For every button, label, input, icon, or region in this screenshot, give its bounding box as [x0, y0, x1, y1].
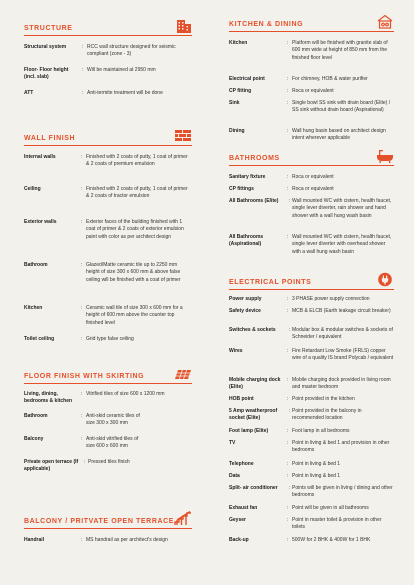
- section-title-balcony: BALCONY / PRITVATE OPEN TERRACE: [24, 518, 175, 525]
- spec-label: Kitchen: [229, 40, 248, 46]
- spec-label: Sanitary fixture: [229, 174, 266, 180]
- spec-value: Roca or equivalent: [292, 186, 334, 192]
- section-title-bathrooms: BATHROOMS: [229, 155, 280, 162]
- spec-value: Point will be given in all bathrooms: [292, 505, 369, 511]
- section-title-floor-finish: FLOOR FINISH WITH SKIRTING: [24, 373, 145, 380]
- spec-label: Electrical point: [229, 76, 265, 82]
- spec-value: Wall mounted WC with cistern, health faucet, single lever diverter with overhead shower with a wall hung wash basin: [292, 234, 392, 255]
- spec-value: Point in living & bed 1: [292, 461, 341, 467]
- section-title-electrical: ELECTRICAL POINTS: [229, 279, 312, 286]
- spec-value: Points will be given in living / dining and other bedrooms: [292, 485, 393, 499]
- kitchen-stove-icon: [376, 14, 394, 29]
- spec-value: Point in master toilet & provision in other toilets: [292, 517, 382, 531]
- spec-value: Anti-skid ceramic tiles of size 300 x 300 mm: [86, 413, 140, 427]
- spec-value: 3 PHASE power supply connection: [292, 296, 370, 302]
- spec-label: Sink: [229, 100, 240, 106]
- building-icon: [174, 18, 192, 33]
- spec-label: Foot lamp (Elite): [229, 428, 269, 434]
- spec-value: Anti-skid vitrified tiles of size 600 x 600 mm: [86, 436, 139, 450]
- spec-label: Ceiling: [24, 186, 41, 192]
- spec-value: Exterior faces of the building finished with 1 coat of primer & 2 coats of exterior emulsion paint with color as per architect design: [86, 219, 184, 240]
- section-header-structure: [24, 18, 192, 36]
- spec-label: Private open terrace (If applicable): [24, 459, 79, 473]
- spec-label: CP fitting: [229, 88, 252, 94]
- spec-label: Internal walls: [24, 154, 56, 160]
- spec-value: Roca or equivalent: [292, 88, 334, 94]
- spec-label: 5 Amp weatherproof socket (Elite): [229, 408, 278, 422]
- spec-label: Balcony: [24, 436, 44, 442]
- spec-value: Point provided in the balcony in recommended location: [292, 408, 362, 422]
- spec-value: Modular box & modular switches & sockets of Schneider / equivalent: [292, 327, 393, 341]
- brick-wall-icon: [174, 128, 192, 143]
- section-header-wall-finish: [24, 128, 192, 146]
- spec-value: MS handrail as per architect's design: [86, 537, 168, 543]
- spec-value: RCC wall structure designed for seismic compliant (zone - 3): [87, 44, 176, 58]
- spec-value: MCB & ELCB (Earth leakage circuit breaker): [292, 308, 391, 314]
- spec-label: HOB point: [229, 396, 254, 402]
- spec-value: Finished with 2 coats of putty, 1 coat of primer & 2 coats of tractor emulsion: [86, 186, 188, 200]
- spec-value: For chimney, HOB & water purifier: [292, 76, 368, 82]
- section-title-wall-finish: WALL FINISH: [24, 135, 76, 142]
- spec-label: Living, dining, bedrooms & kitchen: [24, 391, 73, 405]
- spec-label: Exterior walls: [24, 219, 57, 225]
- spec-label: Switches & sockets: [229, 327, 276, 333]
- spec-value: Point provided in the kitchen: [292, 396, 355, 402]
- spec-value: Will be maintained at 2950 mm: [87, 67, 156, 73]
- spec-value: 500W for 2 BHK & 400W for 1 BHK: [292, 537, 371, 543]
- spec-value: Glazed/Matte ceramic tile up to 2250 mm height of size 300 x 600 mm & above false ceiling will be finished with a coat of primer: [86, 262, 181, 283]
- spec-label: All Bathrooms (Aspirational): [229, 234, 264, 248]
- power-plug-icon: [376, 272, 394, 287]
- section-header-kitchen-dining: [229, 14, 394, 32]
- spec-label: Split- air conditioner: [229, 485, 278, 491]
- spec-label: Mobile charging dock (Elite): [229, 377, 281, 391]
- spec-label: Toilet ceiling: [24, 336, 55, 342]
- stairs-railing-icon: [174, 511, 192, 526]
- spec-value: Vitrified tiles of size 600 x 1200 mm: [86, 391, 165, 397]
- spec-label: TV: [229, 440, 236, 446]
- spec-value: Wall hung basin based on architect design intent wherever applicable: [292, 128, 386, 142]
- spec-label: Back-up: [229, 537, 249, 543]
- section-header-bathrooms: [229, 148, 394, 166]
- spec-label: Structural system: [24, 44, 67, 50]
- spec-label: Exhaust fan: [229, 505, 258, 511]
- spec-value: Single bowl SS sink with drain board (Elite) / SS sink without drain board (Aspirational): [292, 100, 391, 114]
- spec-label: Floor- Floor height (incl. slab): [24, 67, 69, 81]
- spec-label: Bathroom: [24, 262, 48, 268]
- spec-value: Foot lamp in all bedrooms: [292, 428, 350, 434]
- spec-label: CP fittings: [229, 186, 254, 192]
- section-title-structure: STRUCTURE: [24, 25, 73, 32]
- spec-value: Platform will be finished with granite slab of 600 mm wide at height of 850 mm from the finished floor level: [292, 40, 388, 61]
- spec-label: Wires: [229, 348, 243, 354]
- spec-value: Fire Retardant Low Smoke (FRLS) copper wire of a quality IS brand Polycab / equivalent: [292, 348, 394, 362]
- spec-value: Mobile charging dock provided in living room and master bedroom: [292, 377, 391, 391]
- floor-tiles-icon: [174, 366, 192, 381]
- spec-label: Data: [229, 473, 240, 479]
- spec-label: ATT: [24, 90, 34, 96]
- section-header-floor-finish: [24, 366, 192, 384]
- spec-label: Telephone: [229, 461, 254, 467]
- spec-value: Point in living & bed 1: [292, 473, 341, 479]
- section-title-kitchen-dining: KITCHEN & DINING: [229, 21, 304, 28]
- spec-label: Power supply: [229, 296, 262, 302]
- spec-label: All Bathrooms (Elite): [229, 198, 279, 204]
- spec-label: Bathroom: [24, 413, 48, 419]
- section-header-balcony: [24, 511, 192, 529]
- spec-label: Safety device: [229, 308, 261, 314]
- spec-label: Kitchen: [24, 305, 43, 311]
- section-header-electrical: [229, 272, 394, 290]
- spec-value: Finished with 2 coats of putty, 1 coat of primer & 2 coats of premium emulsion: [86, 154, 188, 168]
- spec-label: Geyser: [229, 517, 246, 523]
- spec-label: Handrail: [24, 537, 45, 543]
- spec-label: Dining: [229, 128, 245, 134]
- spec-value: Anti-termite treatment will be done: [87, 90, 163, 96]
- spec-value: Point in living & bed 1 and provision in other bedrooms: [292, 440, 390, 454]
- spec-value: Wall mounted WC with cistern, health faucet, single lever diverter, rain shower and hand shower with a wall hung wash basin: [292, 198, 392, 219]
- spec-value: Roca or equivalent: [292, 174, 334, 180]
- bathtub-icon: [376, 148, 394, 163]
- spec-value: Pressed tiles finish: [88, 459, 130, 465]
- spec-value: Grid type false ceiling: [86, 336, 134, 342]
- spec-value: Ceramic wall tile of size 300 x 600 mm for a height of 600 mm above the counter top finished level: [86, 305, 183, 326]
